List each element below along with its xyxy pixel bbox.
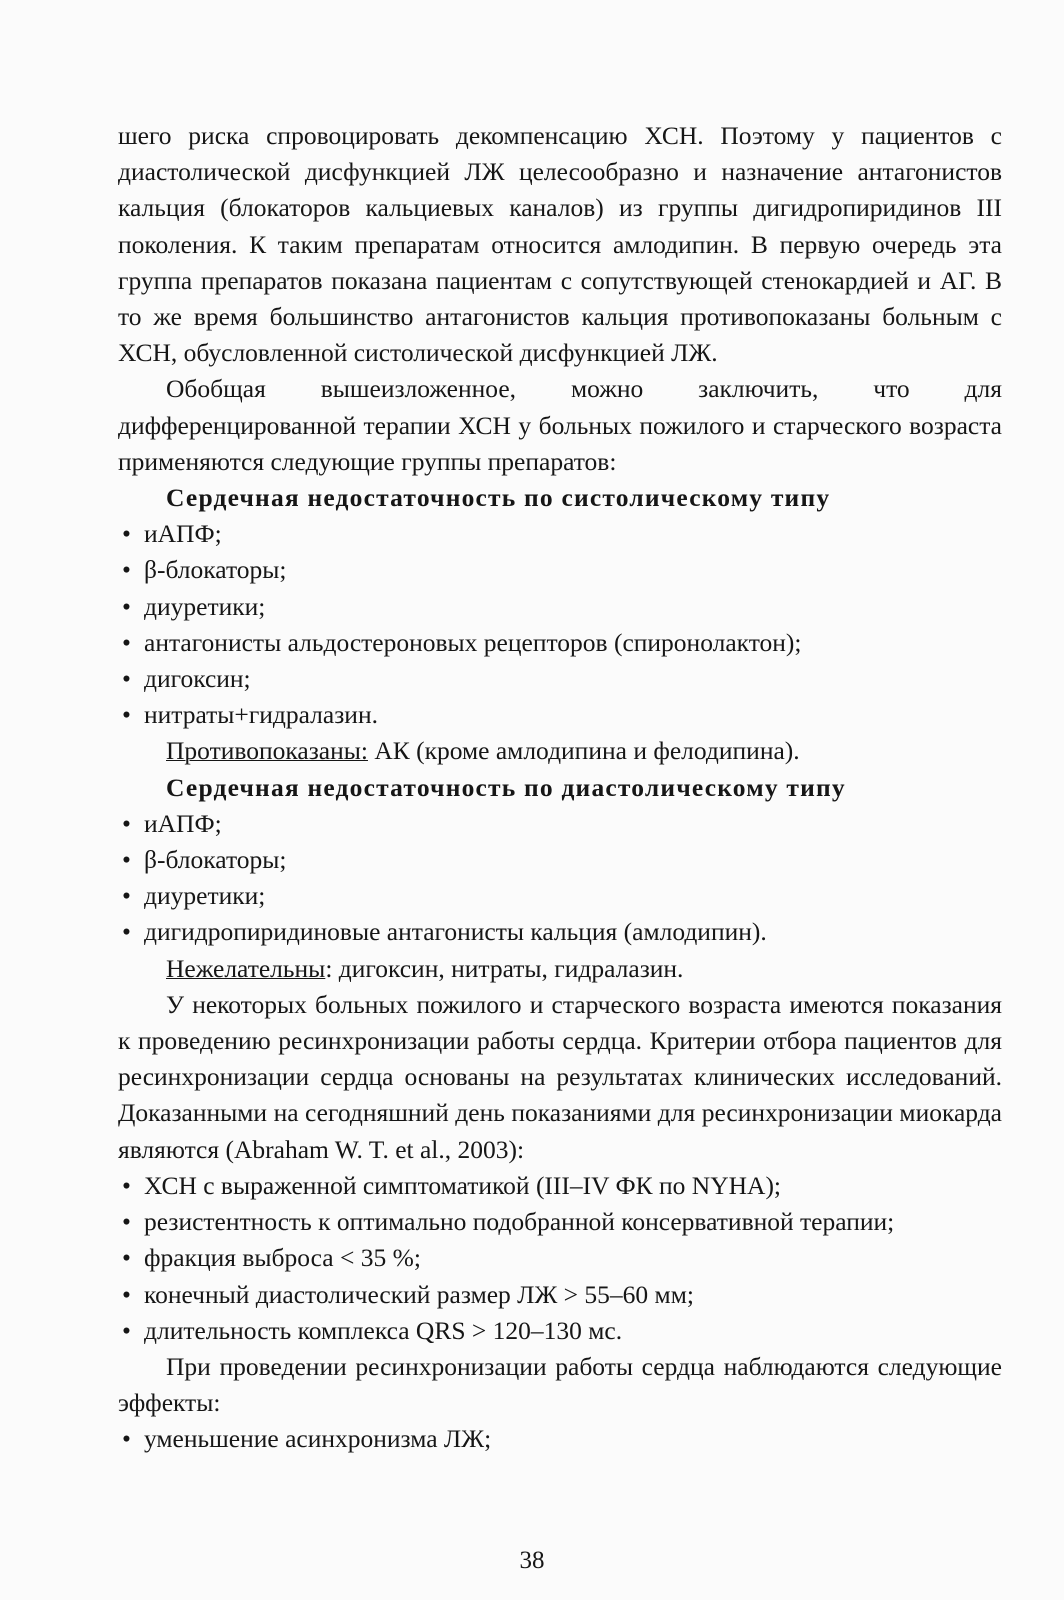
systolic-heading: Сердечная недостаточность по систолическому типу (166, 483, 831, 513)
bullet-icon: • (122, 1279, 131, 1309)
page-body (118, 118, 1002, 1458)
bullet-icon: • (122, 1315, 131, 1345)
undesirable-label: Нежелательны (166, 953, 326, 983)
bullet-icon: • (122, 627, 131, 657)
bullet-icon: • (122, 700, 131, 730)
diastolic-undesirable (118, 951, 1002, 987)
bullet-icon: • (122, 1170, 131, 1200)
list-item: • конечный диастолический размер ЛЖ > 55–60 мм; (118, 1277, 1002, 1313)
list-item: • дигоксин; (118, 661, 1002, 697)
summary-paragraph: Обобщая вышеизложенное, можно заключить, что для дифференцированной терапии ХСН у больных пожилого и старческого возраста применяются следующие группы препаратов: (118, 374, 1002, 476)
resync-criteria-list (118, 1168, 1002, 1349)
bullet-icon: • (122, 917, 131, 947)
contraindications-label: Противопоказаны: (166, 736, 368, 766)
bullet-icon: • (122, 845, 131, 875)
list-item: • β-блокаторы; (118, 552, 1002, 588)
list-item: • иАПФ; (118, 516, 1002, 552)
undesirable-text: : дигоксин, нитраты, гидралазин. (325, 953, 684, 983)
list-item: • β-блокаторы; (118, 842, 1002, 878)
bullet-icon: • (122, 1243, 131, 1273)
list-item: • длительность комплекса QRS > 120–130 мс. (118, 1313, 1002, 1349)
bullet-icon: • (122, 808, 131, 838)
bullet-icon: • (122, 1424, 131, 1454)
list-item: • резистентность к оптимально подобранной консервативной терапии; (118, 1204, 1002, 1240)
resync-paragraph: У некоторых больных пожилого и старческого возраста имеются показания к проведению ресинхронизации работы сердца. Критерии отбора пациентов для ресинхронизации сердца основаны на результатах клинических исследований. Доказанными на сегодняшний день показаниями для ресинхронизации миокарда являются (Abraham W. T. et al., 2003): (118, 989, 1002, 1164)
list-item: • дигидропиридиновые антагонисты кальция (амлодипин). (118, 914, 1002, 950)
list-item: • уменьшение асинхронизма ЛЖ; (118, 1421, 1002, 1457)
bullet-icon: • (122, 591, 131, 621)
effects-list (118, 1421, 1002, 1457)
effects-paragraph: При проведении ресинхронизации работы сердца наблюдаются следующие эффекты: (118, 1351, 1002, 1418)
systolic-contraindications (118, 733, 1002, 769)
list-item: • ХСН с выраженной симптоматикой (III–IV ФК по NYHA); (118, 1168, 1002, 1204)
diastolic-drug-list (118, 806, 1002, 951)
intro-paragraph: шего риска спровоцировать декомпенсацию ХСН. Поэтому у пациентов с диастолической дисфункцией ЛЖ целесообразно и назначение антагонистов кальция (блокаторов кальциевых каналов) из группы дигидропиридинов III поколения. К таким препаратам относится амлодипин. В первую очередь эта группа препаратов показана пациентам с сопутствующей стенокардией и АГ. В то же время большинство антагонистов кальция противопоказаны больным с ХСН, обусловленной систолической дисфункцией ЛЖ. (118, 121, 1002, 368)
list-item: • фракция выброса < 35 %; (118, 1240, 1002, 1276)
bullet-icon: • (122, 664, 131, 694)
bullet-icon: • (122, 519, 131, 549)
list-item: • антагонисты альдостероновых рецепторов (спиронолактон); (118, 625, 1002, 661)
list-item: • диуретики; (118, 589, 1002, 625)
page-number: 38 (519, 1547, 545, 1574)
diastolic-heading: Сердечная недостаточность по диастолическому типу (166, 772, 846, 802)
bullet-icon: • (122, 881, 131, 911)
list-item: • иАПФ; (118, 806, 1002, 842)
list-item: • нитраты+гидралазин. (118, 697, 1002, 733)
bullet-icon: • (122, 555, 131, 585)
list-item: • диуретики; (118, 878, 1002, 914)
systolic-drug-list (118, 516, 1002, 733)
bullet-icon: • (122, 1207, 131, 1237)
contraindications-text: АК (кроме амлодипина и фелодипина). (367, 736, 800, 766)
